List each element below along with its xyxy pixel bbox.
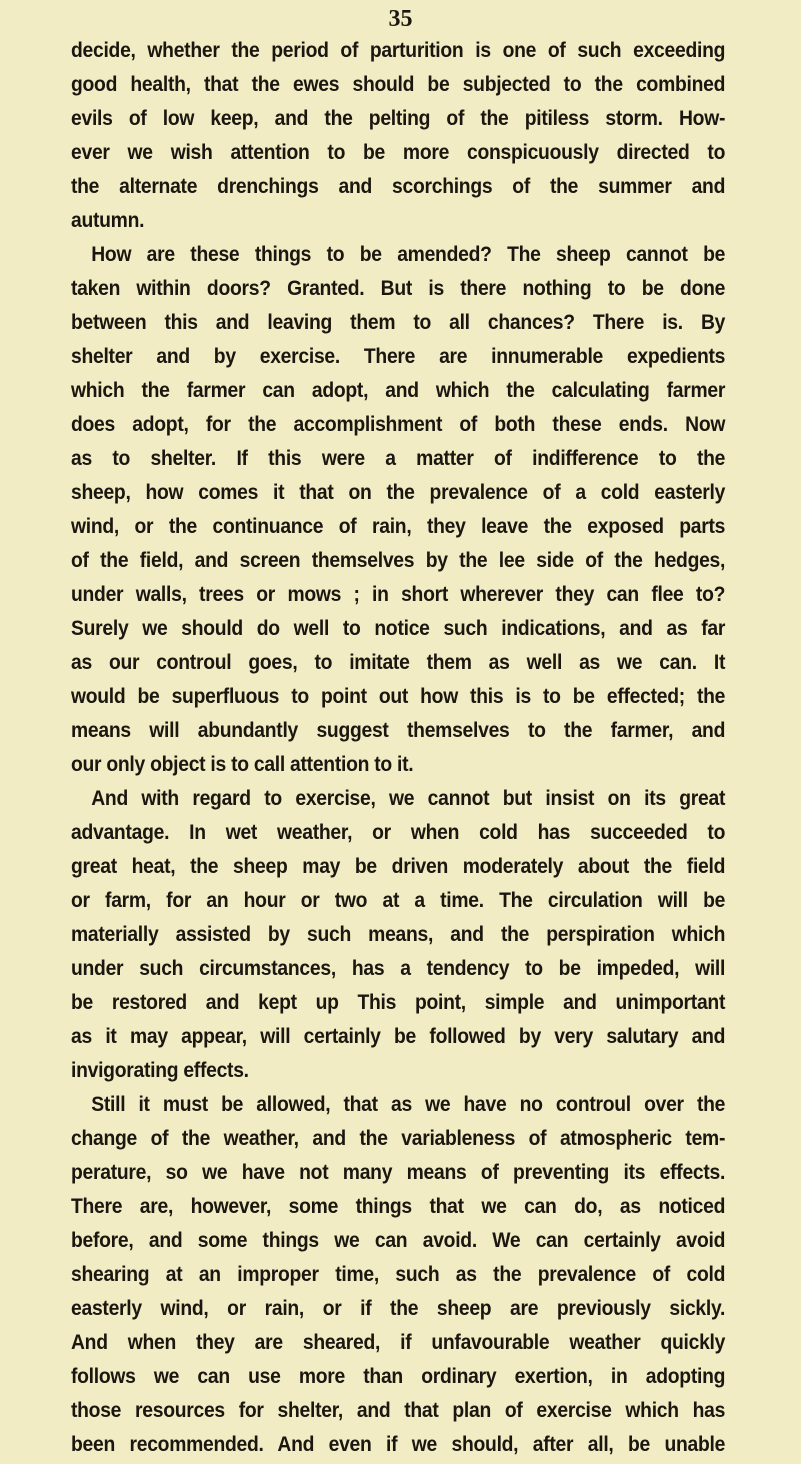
text-line: Still it must be allowed, that as we have no controul over the <box>91 1093 726 1116</box>
text-line: as it may appear, will certainly be followed by very salutary and <box>71 1025 726 1048</box>
text-line: advantage. In wet weather, or when cold has succeeded to <box>71 821 726 844</box>
text-line: How are these things to be amended? The sheep cannot be <box>91 243 726 266</box>
text-line: as our controul goes, to imitate them as well as we can. It <box>71 651 726 674</box>
text-line: There are, however, some things that we can do, as noticed <box>71 1195 726 1218</box>
text-line: under walls, trees or mows ; in short wherever they can flee to? <box>71 583 726 606</box>
text-line: our only object is to call attention to it. <box>71 753 414 776</box>
text-line: ever we wish attention to be more conspicuously directed to <box>71 141 726 164</box>
text-line: materially assisted by such means, and the perspiration which <box>71 923 726 946</box>
text-line: sheep, how comes it that on the prevalence of a cold easterly <box>71 481 726 504</box>
text-line: follows we can use more than ordinary exertion, in adopting <box>71 1365 726 1388</box>
text-line: would be superfluous to point out how this is to be effected; the <box>71 685 726 708</box>
text-line: or farm, for an hour or two at a time. The circulation will be <box>71 889 726 912</box>
text-line: decide, whether the period of parturition is one of such exceeding <box>71 39 726 62</box>
text-line: before, and some things we can avoid. We can certainly avoid <box>71 1229 726 1252</box>
text-line: Surely we should do well to notice such indications, and as far <box>71 617 726 640</box>
text-line: perature, so we have not many means of preventing its effects. <box>71 1161 726 1184</box>
text-line: of the field, and screen themselves by the lee side of the hedges, <box>71 549 726 572</box>
text-line: wind, or the continuance of rain, they leave the exposed parts <box>71 515 726 538</box>
text-line: great heat, the sheep may be driven moderately about the field <box>71 855 726 878</box>
page-number: 35 <box>388 6 413 32</box>
text-line: those resources for shelter, and that plan of exercise which has <box>71 1399 726 1422</box>
text-line: taken within doors? Granted. But is there nothing to be done <box>71 277 726 300</box>
text-line: And when they are sheared, if unfavourable weather quickly <box>71 1331 726 1354</box>
text-line: shearing at an improper time, such as the prevalence of cold <box>71 1263 726 1286</box>
text-line: as to shelter. If this were a matter of indifference to the <box>71 447 726 470</box>
text-line: And with regard to exercise, we cannot but insist on its great <box>91 787 726 810</box>
text-line: invigorating effects. <box>71 1059 249 1082</box>
text-line: under such circumstances, has a tendency to be impeded, will <box>71 957 726 980</box>
text-line: good health, that the ewes should be subjected to the combined <box>71 73 726 96</box>
text-line: change of the weather, and the variableness of atmospheric tem- <box>71 1127 726 1150</box>
text-line: autumn. <box>71 209 145 232</box>
text-line: be restored and kept up This point, simple and unimportant <box>71 991 726 1014</box>
text-line: which the farmer can adopt, and which the calculating farmer <box>71 379 726 402</box>
text-line: shelter and by exercise. There are innumerable expedients <box>71 345 726 368</box>
text-line: does adopt, for the accomplishment of both these ends. Now <box>71 413 726 436</box>
text-line: means will abundantly suggest themselves to the farmer, and <box>71 719 726 742</box>
text-line: between this and leaving them to all chances? There is. By <box>71 311 726 334</box>
text-line: easterly wind, or rain, or if the sheep are previously sickly. <box>71 1297 726 1320</box>
text-line: been recommended. And even if we should, after all, be unable <box>71 1433 726 1456</box>
body-text <box>71 34 725 1462</box>
text-line: the alternate drenchings and scorchings of the summer and <box>71 175 726 198</box>
text-line: evils of low keep, and the pelting of the pitiless storm. How- <box>71 107 726 130</box>
